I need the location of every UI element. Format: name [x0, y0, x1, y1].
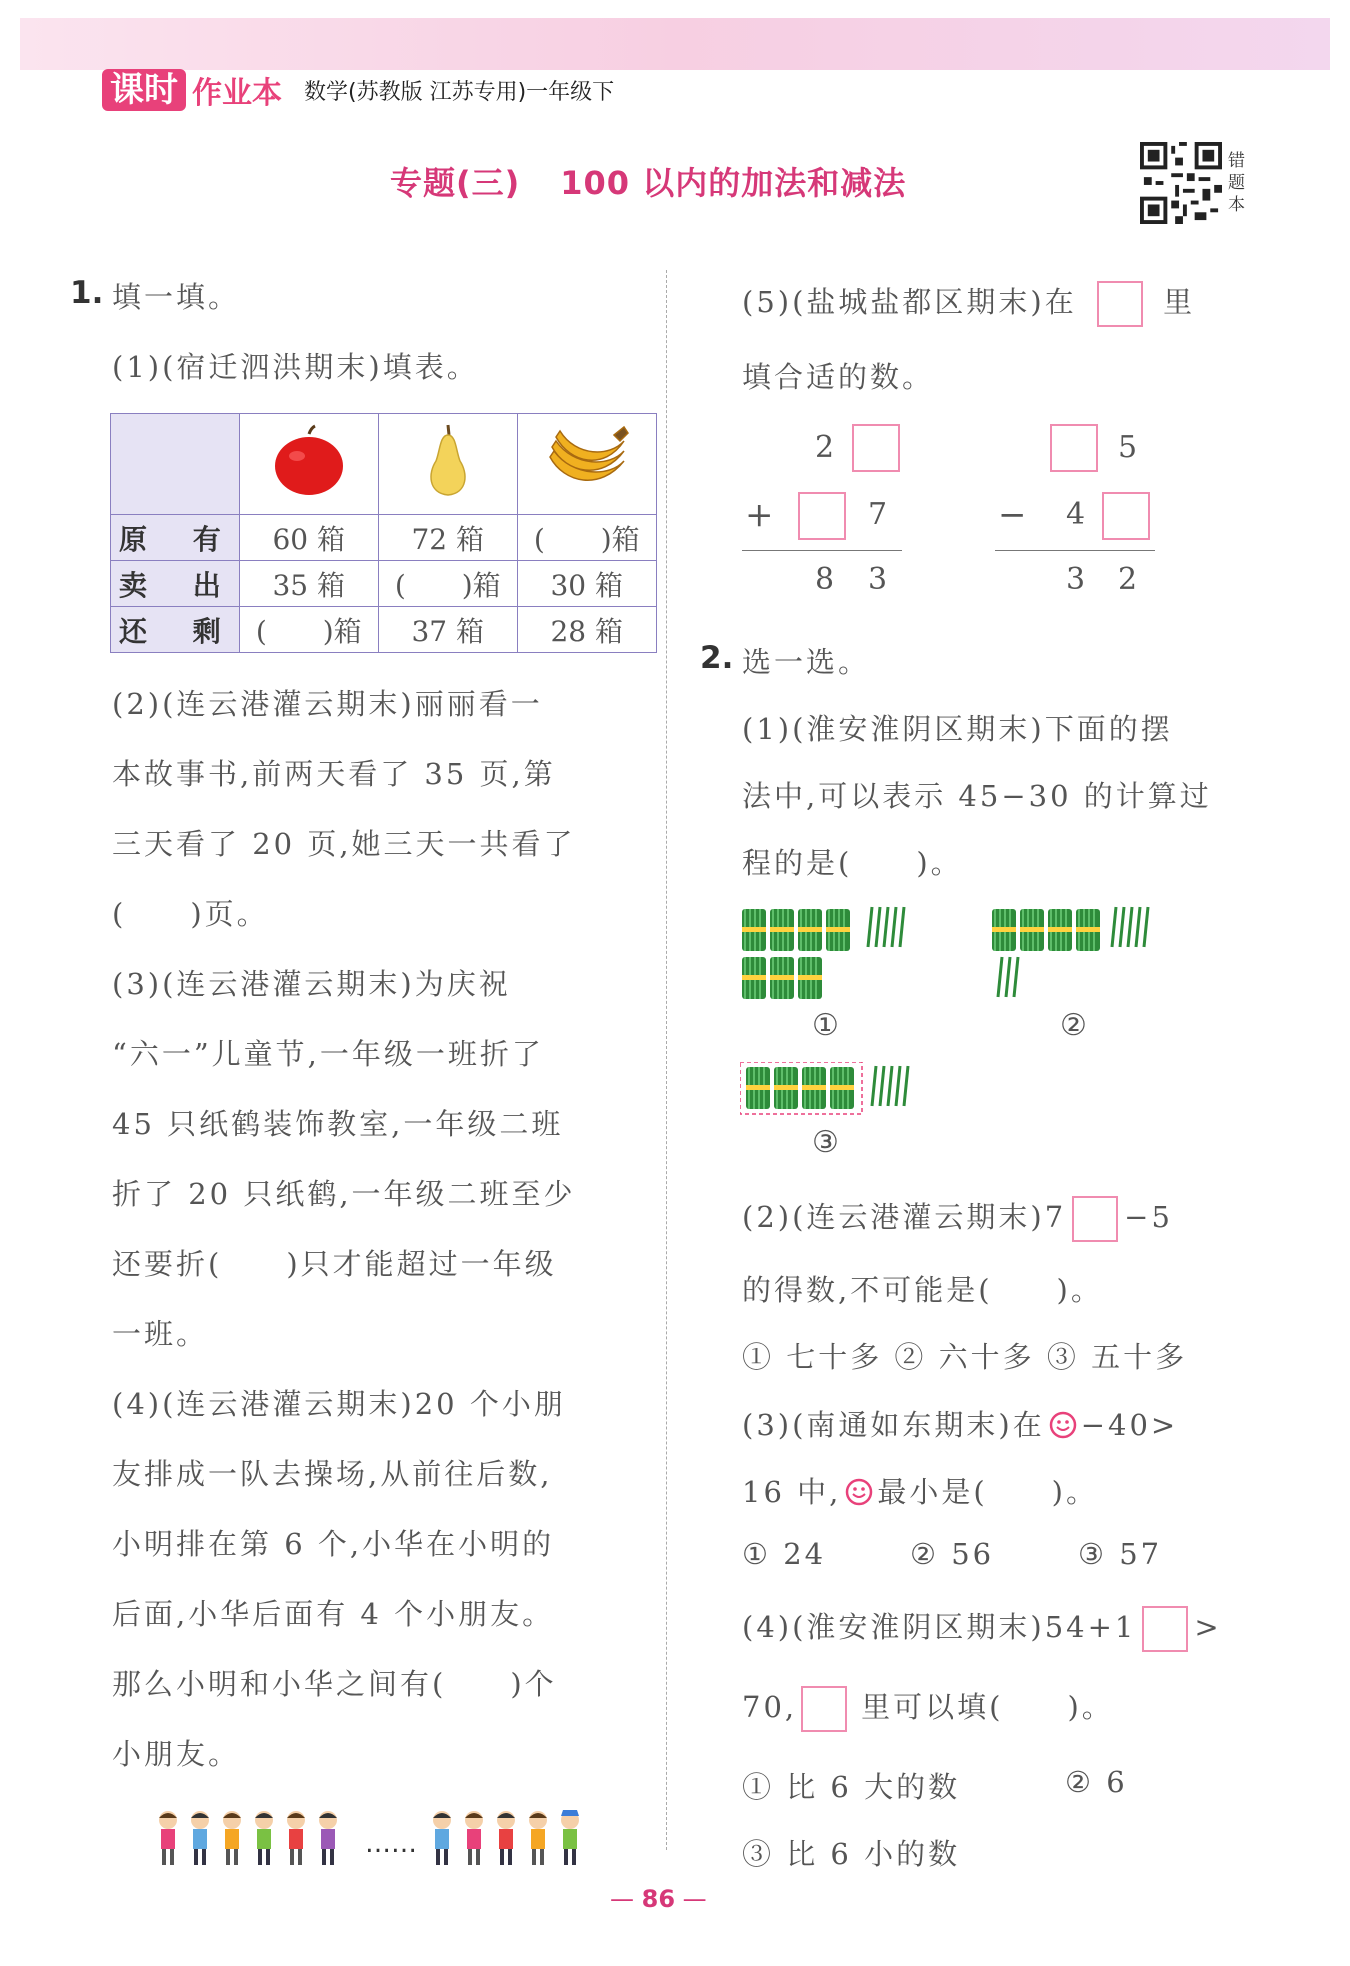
table-cell: 72 箱	[378, 515, 517, 561]
q2-part2-text-end: −5	[1124, 1200, 1173, 1234]
header-band	[20, 18, 1330, 70]
page-number: 86	[641, 1885, 676, 1913]
add-top-ones-box[interactable]	[852, 424, 900, 472]
sub-mid-ones-box[interactable]	[1102, 492, 1150, 540]
q2-part2-options: ① 七十多 ② 六十多 ③ 五十多	[742, 1340, 1188, 1374]
q2-part1-line: (1)(淮安淮阴区期末)下面的摆	[742, 712, 1173, 746]
brand-name: 作业本	[192, 76, 282, 111]
sub-mid-tens: 4	[1066, 497, 1086, 532]
add-result-tens: 8	[815, 562, 835, 597]
qr-label: 错题本	[1228, 151, 1245, 215]
kids-ellipsis: ……	[365, 1829, 417, 1859]
page-title	[390, 158, 906, 204]
q2-part3-line1	[742, 1403, 1178, 1444]
inventory-table	[110, 413, 657, 653]
q1-part5-line2: 填合适的数。	[742, 360, 935, 394]
sub-top-tens-box[interactable]	[1050, 424, 1098, 472]
question-1-number: 1.	[70, 275, 104, 311]
q2-part2-line1	[742, 1195, 1173, 1242]
option-3-bundles[interactable]	[740, 1062, 930, 1122]
column-divider	[666, 270, 667, 1850]
page-footer: — 86 —	[610, 1885, 707, 1913]
book-subtitle: 数学(苏教版 江苏专用)一年级下	[304, 79, 615, 105]
q1-part3-line: 折了 20 只纸鹤,一年级二班至少	[112, 1177, 576, 1211]
option-1-bundles[interactable]	[740, 905, 930, 1005]
qr-code-icon[interactable]	[1140, 142, 1222, 224]
option-2-bundles[interactable]	[990, 905, 1180, 1005]
table-corner	[111, 414, 240, 515]
option-1-mark: ①	[812, 1008, 839, 1043]
q2-part4-text-b: 70,	[742, 1690, 798, 1724]
answer-box[interactable]	[801, 1686, 847, 1732]
table-cell: 28 箱	[517, 607, 656, 653]
pear-cell	[378, 414, 517, 515]
table-cell: 37 箱	[378, 607, 517, 653]
q2-part3-text-b: −40>	[1080, 1408, 1179, 1442]
q1-part5-text: (5)(盐城盐都区期末)在	[742, 285, 1077, 319]
banana-cell	[517, 414, 656, 515]
option-2-mark: ②	[1060, 1008, 1087, 1043]
title-text: 100 以内的加法和减法	[560, 164, 907, 202]
add-result-ones: 3	[868, 562, 888, 597]
q2-part3-text: (3)(南通如东期末)在	[742, 1408, 1045, 1442]
apple-cell	[239, 414, 378, 515]
q1-part5-line1	[742, 280, 1195, 327]
add-mid-tens-box[interactable]	[798, 492, 846, 540]
q1-part3-line: 45 只纸鹤装饰教室,一年级二班	[112, 1107, 564, 1141]
q1-part4-line: 后面,小华后面有 4 个小朋友。	[112, 1597, 555, 1631]
q1-part4-line: (4)(连云港灌云期末)20 个小朋	[112, 1387, 566, 1421]
apple-icon	[269, 424, 349, 498]
title-topic: 专题(三)	[390, 164, 521, 202]
banana-icon	[544, 421, 630, 501]
smiley-icon	[845, 1478, 873, 1506]
q2-part4-option: ① 比 6 大的数	[742, 1770, 961, 1804]
brand	[102, 68, 614, 112]
add-plus-sign: +	[745, 495, 774, 535]
table-cell-blank[interactable]: ( )箱	[378, 561, 517, 607]
q1-part3-line: (3)(连云港灌云期末)为庆祝	[112, 967, 511, 1001]
sub-result-ones: 2	[1118, 562, 1138, 597]
q2-part4-text-c: 里可以填( )。	[861, 1690, 1114, 1724]
add-top-tens: 2	[815, 430, 835, 465]
children-illustration	[150, 1808, 590, 1870]
q1-part5-text-end: 里	[1163, 285, 1196, 319]
row-label-remaining: 还 剩	[111, 607, 240, 653]
add-mid-ones: 7	[868, 497, 888, 532]
q2-part4-line2	[742, 1685, 1114, 1732]
q1-part2-line: 三天看了 20 页,她三天一共看了	[112, 827, 576, 861]
answer-box[interactable]	[1072, 1196, 1118, 1242]
table-cell: 60 箱	[239, 515, 378, 561]
answer-box[interactable]	[1142, 1606, 1188, 1652]
row-label-original: 原 有	[111, 515, 240, 561]
q2-part4-option: ② 6	[1065, 1765, 1128, 1799]
q1-part4-line: 友排成一队去操场,从前往后数,	[112, 1457, 553, 1491]
kid-group-left	[159, 1811, 337, 1865]
q2-part3-option: ② 56	[910, 1537, 995, 1571]
q2-part2-line2: 的得数,不可能是( )。	[742, 1273, 1103, 1307]
q2-part3-option: ① 24	[742, 1537, 827, 1571]
table-cell-blank[interactable]: ( )箱	[239, 607, 378, 653]
add-result-line	[742, 550, 902, 551]
question-2-label: 选一选。	[742, 645, 871, 679]
q1-part1-text: (1)(宿迁泗洪期末)填表。	[112, 350, 479, 384]
q1-part4-line: 那么小明和小华之间有( )个	[112, 1667, 557, 1701]
pear-icon	[418, 421, 478, 501]
q2-part3-text-c: 16 中,	[742, 1475, 842, 1509]
q2-part4-text-end: >	[1194, 1610, 1222, 1644]
smiley-icon	[1049, 1411, 1077, 1439]
question-1-label: 填一填。	[112, 280, 241, 314]
q1-part4-line: 小朋友。	[112, 1737, 241, 1771]
sub-result-line	[995, 550, 1155, 551]
kid-group-right	[433, 1810, 579, 1865]
q2-part3-option: ③ 57	[1078, 1537, 1163, 1571]
q1-part4-line: 小明排在第 6 个,小华在小明的	[112, 1527, 555, 1561]
q2-part4-text: (4)(淮安淮阴区期末)54+1	[742, 1610, 1137, 1644]
q1-part3-line: “六一”儿童节,一年级一班折了	[112, 1037, 544, 1071]
table-cell-blank[interactable]: ( )箱	[517, 515, 656, 561]
q1-part2-line: (2)(连云港灌云期末)丽丽看一	[112, 687, 543, 721]
option-3-mark: ③	[812, 1125, 839, 1160]
q1-part2-line: ( )页。	[112, 897, 269, 931]
q1-part3-line: 一班。	[112, 1317, 209, 1351]
table-cell: 35 箱	[239, 561, 378, 607]
q2-part2-text: (2)(连云港灌云期末)7	[742, 1200, 1067, 1234]
sub-minus-sign: −	[998, 495, 1027, 535]
sub-top-ones: 5	[1118, 430, 1138, 465]
q2-part3-line2	[742, 1470, 1098, 1511]
brand-logo: 课时	[102, 69, 186, 111]
q2-part1-line: 程的是( )。	[742, 846, 963, 880]
answer-box[interactable]	[1097, 281, 1143, 327]
q2-part4-option: ③ 比 6 小的数	[742, 1837, 961, 1871]
q2-part1-line: 法中,可以表示 45−30 的计算过	[742, 779, 1212, 813]
sub-result-tens: 3	[1066, 562, 1086, 597]
question-2-number: 2.	[700, 640, 734, 676]
row-label-sold: 卖 出	[111, 561, 240, 607]
q2-part4-line1	[742, 1605, 1222, 1652]
q1-part3-line: 还要折( )只才能超过一年级	[112, 1247, 557, 1281]
q2-part3-text-d: 最小是( )。	[877, 1475, 1098, 1509]
table-cell: 30 箱	[517, 561, 656, 607]
q1-part2-line: 本故事书,前两天看了 35 页,第	[112, 757, 556, 791]
